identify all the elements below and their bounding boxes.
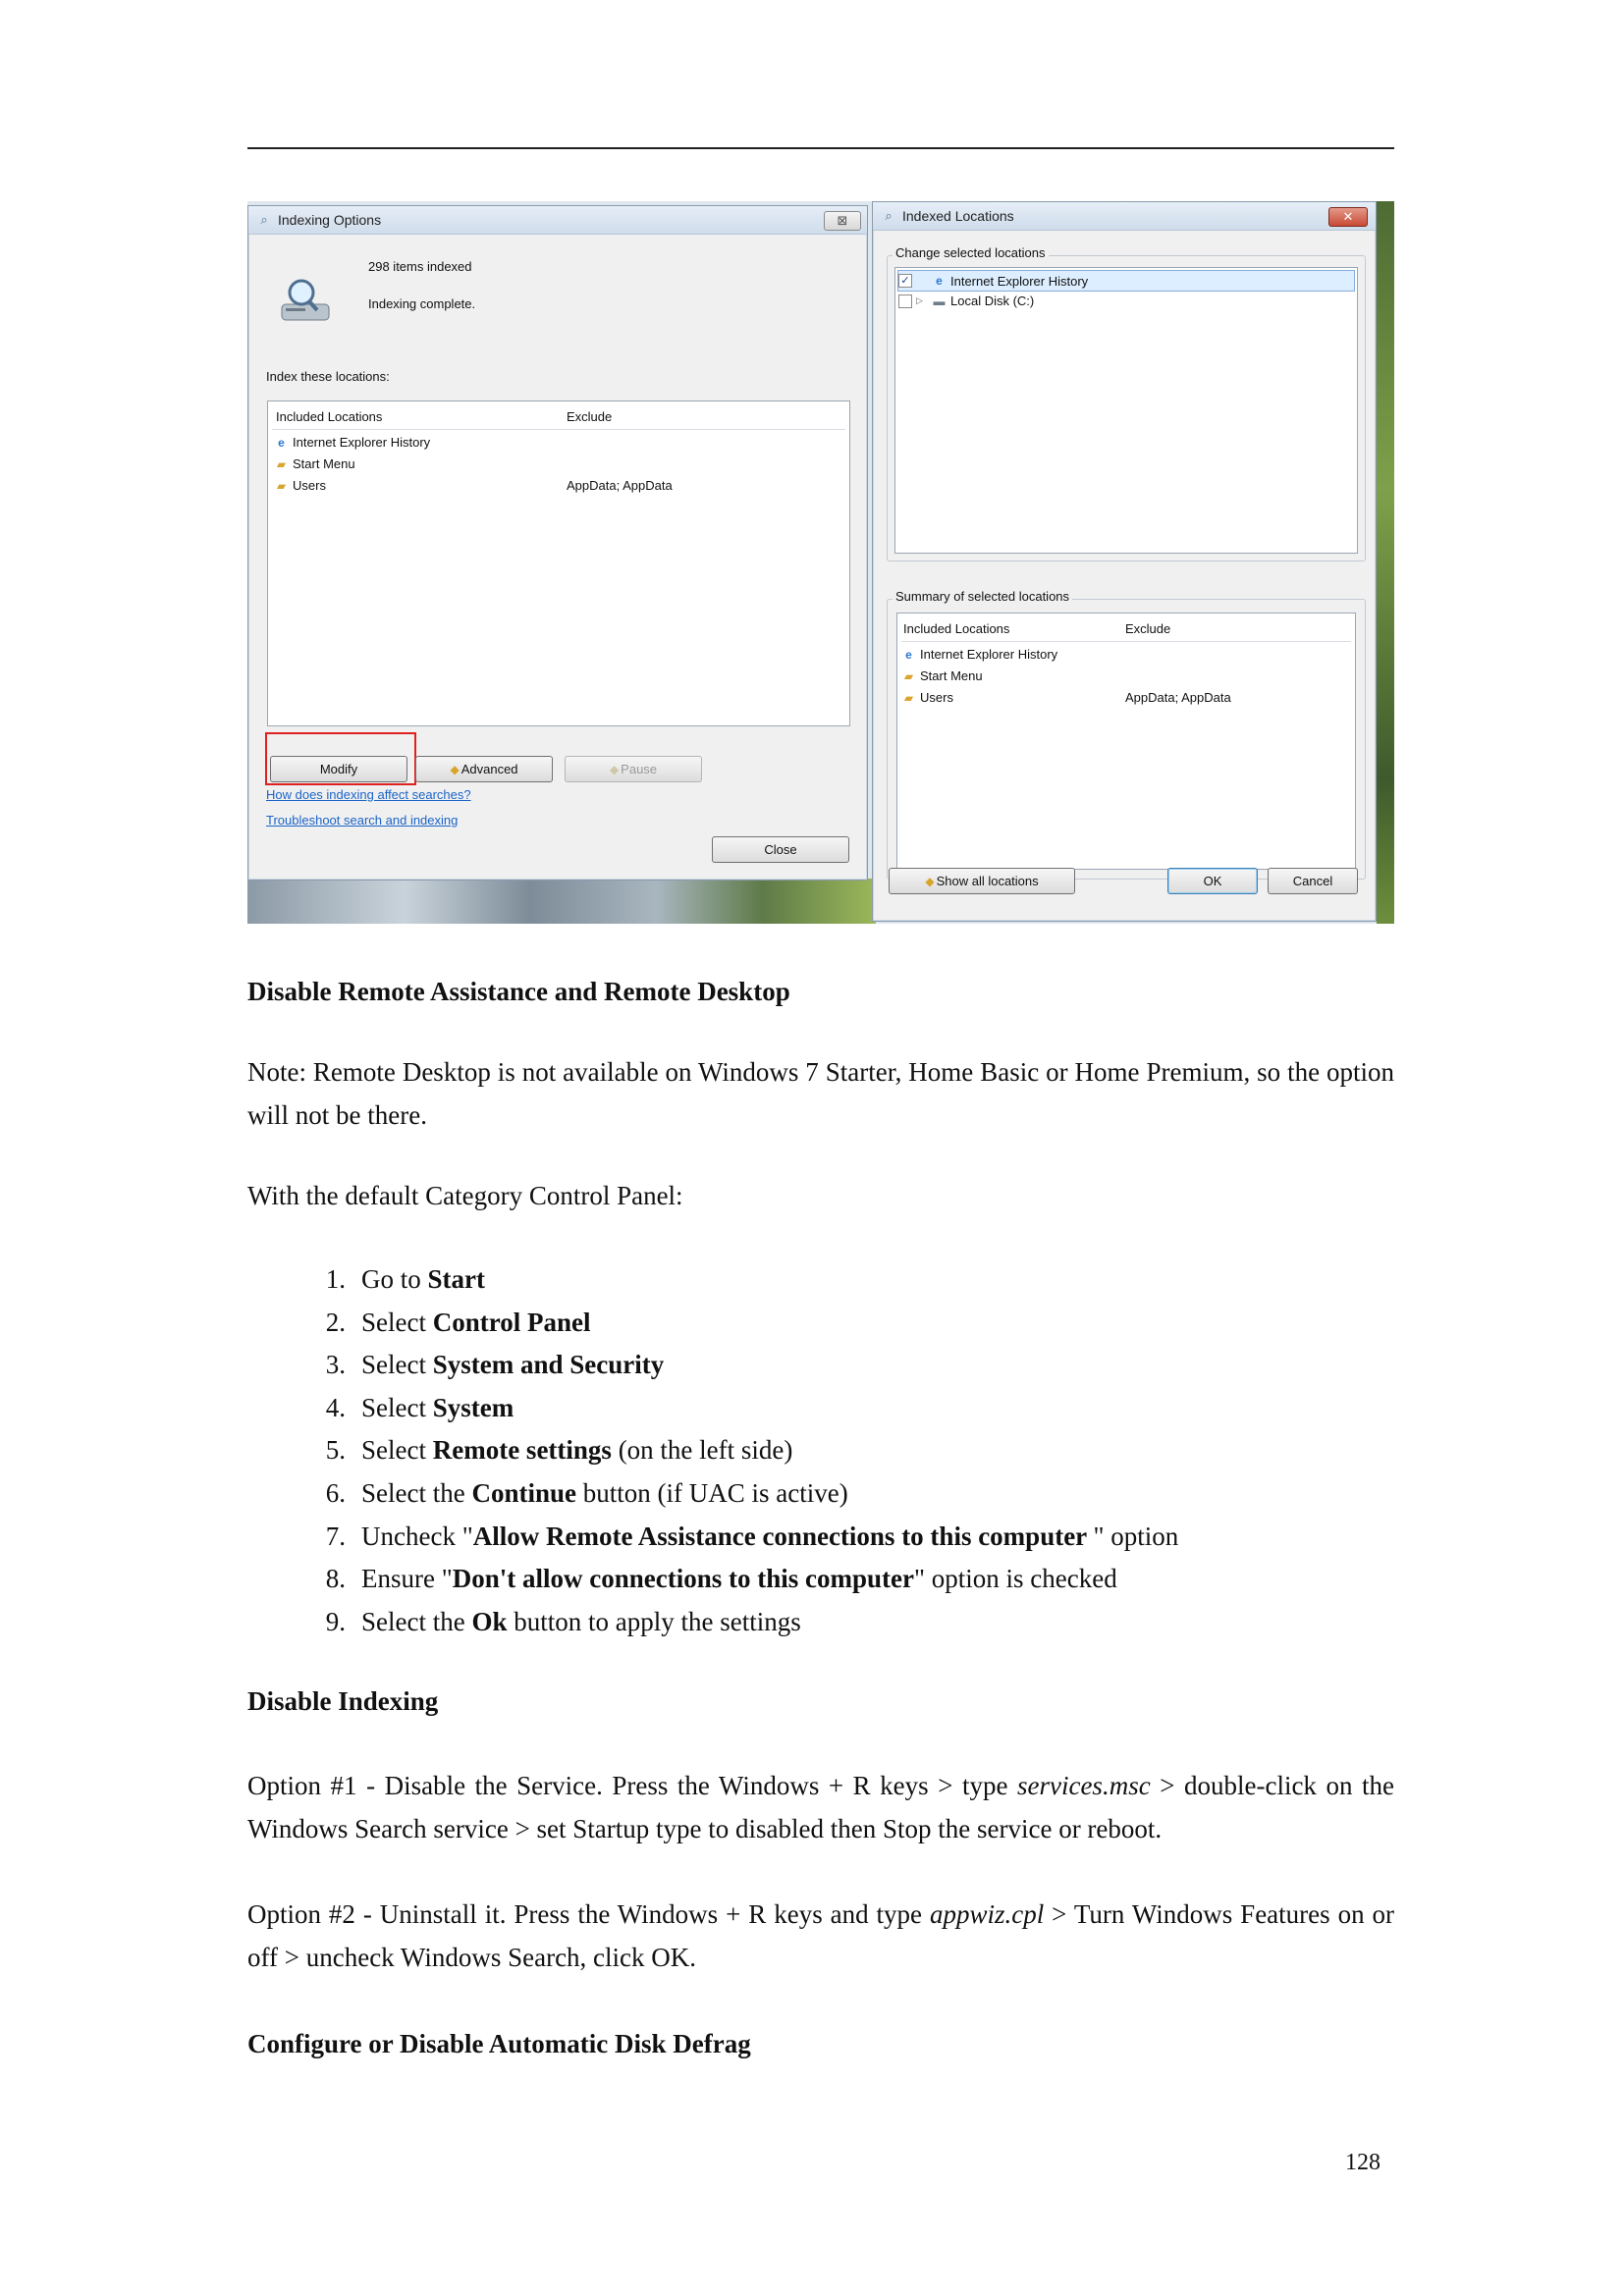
heading-remote-assistance: Disable Remote Assistance and Remote Desktop bbox=[247, 977, 790, 1006]
list-item bbox=[247, 1558, 1178, 1601]
summary-list[interactable] bbox=[896, 613, 1356, 870]
step-number: 5. bbox=[325, 1435, 346, 1466]
header-divider bbox=[272, 429, 845, 430]
indexing-status: Indexing complete. bbox=[368, 296, 476, 311]
cancel-button[interactable]: Cancel bbox=[1268, 868, 1358, 894]
advanced-button[interactable] bbox=[415, 756, 553, 782]
folder-icon: ▰ bbox=[903, 668, 914, 683]
window-title: Indexing Options bbox=[278, 212, 382, 228]
show-all-locations-button[interactable] bbox=[889, 868, 1075, 894]
magnifier-icon: ⌕ bbox=[885, 208, 893, 223]
indexing-affect-link[interactable]: How does indexing affect searches? bbox=[266, 787, 471, 802]
tree-item-label: Internet Explorer History bbox=[950, 273, 1089, 289]
summary-label: Summary of selected locations bbox=[893, 589, 1072, 604]
window-title: Indexed Locations bbox=[902, 208, 1014, 224]
list-item bbox=[247, 1472, 1178, 1516]
step-text: Select Remote settings (on the left side) bbox=[361, 1435, 793, 1466]
modify-button[interactable]: Modify bbox=[270, 756, 407, 782]
troubleshoot-link[interactable]: Troubleshoot search and indexing bbox=[266, 813, 459, 828]
ie-icon: e bbox=[278, 435, 285, 450]
step-text: Select the Continue button (if UAC is active) bbox=[361, 1477, 848, 1508]
header-divider bbox=[901, 641, 1351, 642]
list-item bbox=[247, 1344, 1178, 1387]
list-item bbox=[247, 1429, 1178, 1472]
indexed-locations-titlebar bbox=[873, 202, 1376, 231]
option2-paragraph: Option #2 - Uninstall it. Press the Windows + R keys and type appwiz.cpl > Turn Windows Features on or off > uncheck Windows Search, click OK. bbox=[247, 1899, 1395, 1972]
folder-icon: ▰ bbox=[276, 456, 287, 471]
indexing-screenshot bbox=[247, 201, 1394, 924]
step-number: 6. bbox=[325, 1477, 346, 1508]
pause-label: Pause bbox=[621, 762, 658, 776]
page-number: 128 bbox=[1345, 2150, 1380, 2175]
step-text: Ensure "Don't allow connections to this computer" option is checked bbox=[361, 1564, 1117, 1594]
desktop-wallpaper bbox=[247, 879, 876, 924]
list-item[interactable] bbox=[901, 668, 983, 683]
indexing-options-window bbox=[247, 205, 868, 881]
column-included-locations[interactable]: Included Locations bbox=[276, 409, 383, 424]
list-item bbox=[247, 1302, 1178, 1345]
list-item bbox=[247, 1258, 1178, 1302]
location-exclude: AppData; AppData bbox=[567, 478, 673, 493]
step-text: Select the Ok button to apply the settings bbox=[361, 1606, 801, 1636]
step-text: Uncheck "Allow Remote Assistance connections to this computer " option bbox=[361, 1521, 1179, 1551]
header-rule bbox=[247, 147, 1394, 149]
folder-icon: ▰ bbox=[276, 478, 287, 493]
list-item bbox=[247, 1387, 1178, 1430]
step-number: 3. bbox=[325, 1350, 346, 1380]
uac-shield-icon: ◆ bbox=[450, 763, 460, 776]
ie-icon: e bbox=[936, 274, 943, 288]
indexing-options-titlebar bbox=[248, 206, 867, 235]
heading-disable-indexing: Disable Indexing bbox=[247, 1686, 439, 1716]
intro-paragraph: With the default Category Control Panel: bbox=[247, 1181, 683, 1210]
tree-item[interactable] bbox=[897, 270, 1355, 292]
column-exclude[interactable]: Exclude bbox=[567, 409, 613, 424]
list-item[interactable] bbox=[901, 647, 1057, 662]
expand-arrow-icon[interactable]: ▷ bbox=[916, 295, 923, 305]
locations-tree[interactable] bbox=[894, 267, 1358, 554]
column-exclude[interactable]: Exclude bbox=[1125, 621, 1171, 636]
close-window-button[interactable]: ✕ bbox=[1328, 207, 1368, 227]
column-included-locations[interactable]: Included Locations bbox=[903, 621, 1010, 636]
ok-button[interactable]: OK bbox=[1167, 868, 1258, 894]
indexing-drive-icon bbox=[278, 275, 333, 328]
step-number: 8. bbox=[325, 1564, 346, 1594]
indexed-locations-window bbox=[872, 201, 1377, 922]
drive-icon: ▬ bbox=[933, 294, 946, 308]
step-number: 7. bbox=[325, 1521, 346, 1551]
close-button[interactable]: Close bbox=[712, 836, 849, 863]
change-locations-label: Change selected locations bbox=[893, 245, 1049, 260]
steps-list bbox=[247, 1258, 1178, 1643]
magnifier-icon: ⌕ bbox=[260, 212, 268, 227]
list-item[interactable] bbox=[274, 456, 355, 471]
location-name: Start Menu bbox=[920, 668, 983, 683]
location-exclude: AppData; AppData bbox=[1125, 690, 1231, 705]
location-name: Internet Explorer History bbox=[293, 435, 431, 450]
heading-disk-defrag: Configure or Disable Automatic Disk Defrag bbox=[247, 2029, 751, 2058]
step-text: Select System and Security bbox=[361, 1350, 665, 1380]
advanced-label: Advanced bbox=[460, 762, 518, 776]
desktop-wallpaper-edge bbox=[1377, 201, 1394, 924]
checkbox[interactable] bbox=[898, 294, 912, 308]
list-item bbox=[247, 1516, 1178, 1559]
step-number: 9. bbox=[325, 1606, 346, 1636]
step-text: Go to Start bbox=[361, 1264, 485, 1294]
location-name: Internet Explorer History bbox=[920, 647, 1058, 662]
locations-list[interactable] bbox=[267, 400, 850, 726]
list-item[interactable] bbox=[274, 478, 326, 493]
tree-item[interactable] bbox=[898, 294, 1034, 308]
location-name: Users bbox=[293, 478, 326, 493]
list-item[interactable] bbox=[901, 690, 953, 705]
checkbox[interactable]: ✓ bbox=[898, 274, 912, 288]
step-text: Select Control Panel bbox=[361, 1307, 591, 1337]
show-all-label: Show all locations bbox=[936, 874, 1039, 888]
uac-shield-icon: ◆ bbox=[925, 875, 935, 888]
step-text: Select System bbox=[361, 1392, 514, 1422]
index-these-locations-label: Index these locations: bbox=[266, 369, 390, 384]
list-item[interactable] bbox=[274, 435, 430, 450]
step-number: 4. bbox=[325, 1392, 346, 1422]
close-window-button[interactable]: ⊠ bbox=[824, 211, 861, 231]
folder-icon: ▰ bbox=[903, 690, 914, 705]
location-name: Start Menu bbox=[293, 456, 355, 471]
step-number: 1. bbox=[325, 1264, 346, 1294]
location-name: Users bbox=[920, 690, 953, 705]
uac-shield-icon: ◆ bbox=[609, 763, 620, 776]
step-number: 2. bbox=[325, 1307, 346, 1337]
option1-paragraph: Option #1 - Disable the Service. Press the Windows + R keys > type services.msc > double-click on the Windows Search service > set Startup type to disabled then Stop the service or reboot. bbox=[247, 1771, 1394, 1843]
tree-item-label: Local Disk (C:) bbox=[950, 294, 1035, 308]
list-item bbox=[247, 1601, 1178, 1644]
ie-icon: e bbox=[905, 647, 912, 662]
note-paragraph: Note: Remote Desktop is not available on Windows 7 Starter, Home Basic or Home Premium, so the option will not be there. bbox=[247, 1057, 1394, 1130]
pause-button[interactable] bbox=[565, 756, 702, 782]
items-indexed-count: 298 items indexed bbox=[368, 259, 472, 274]
